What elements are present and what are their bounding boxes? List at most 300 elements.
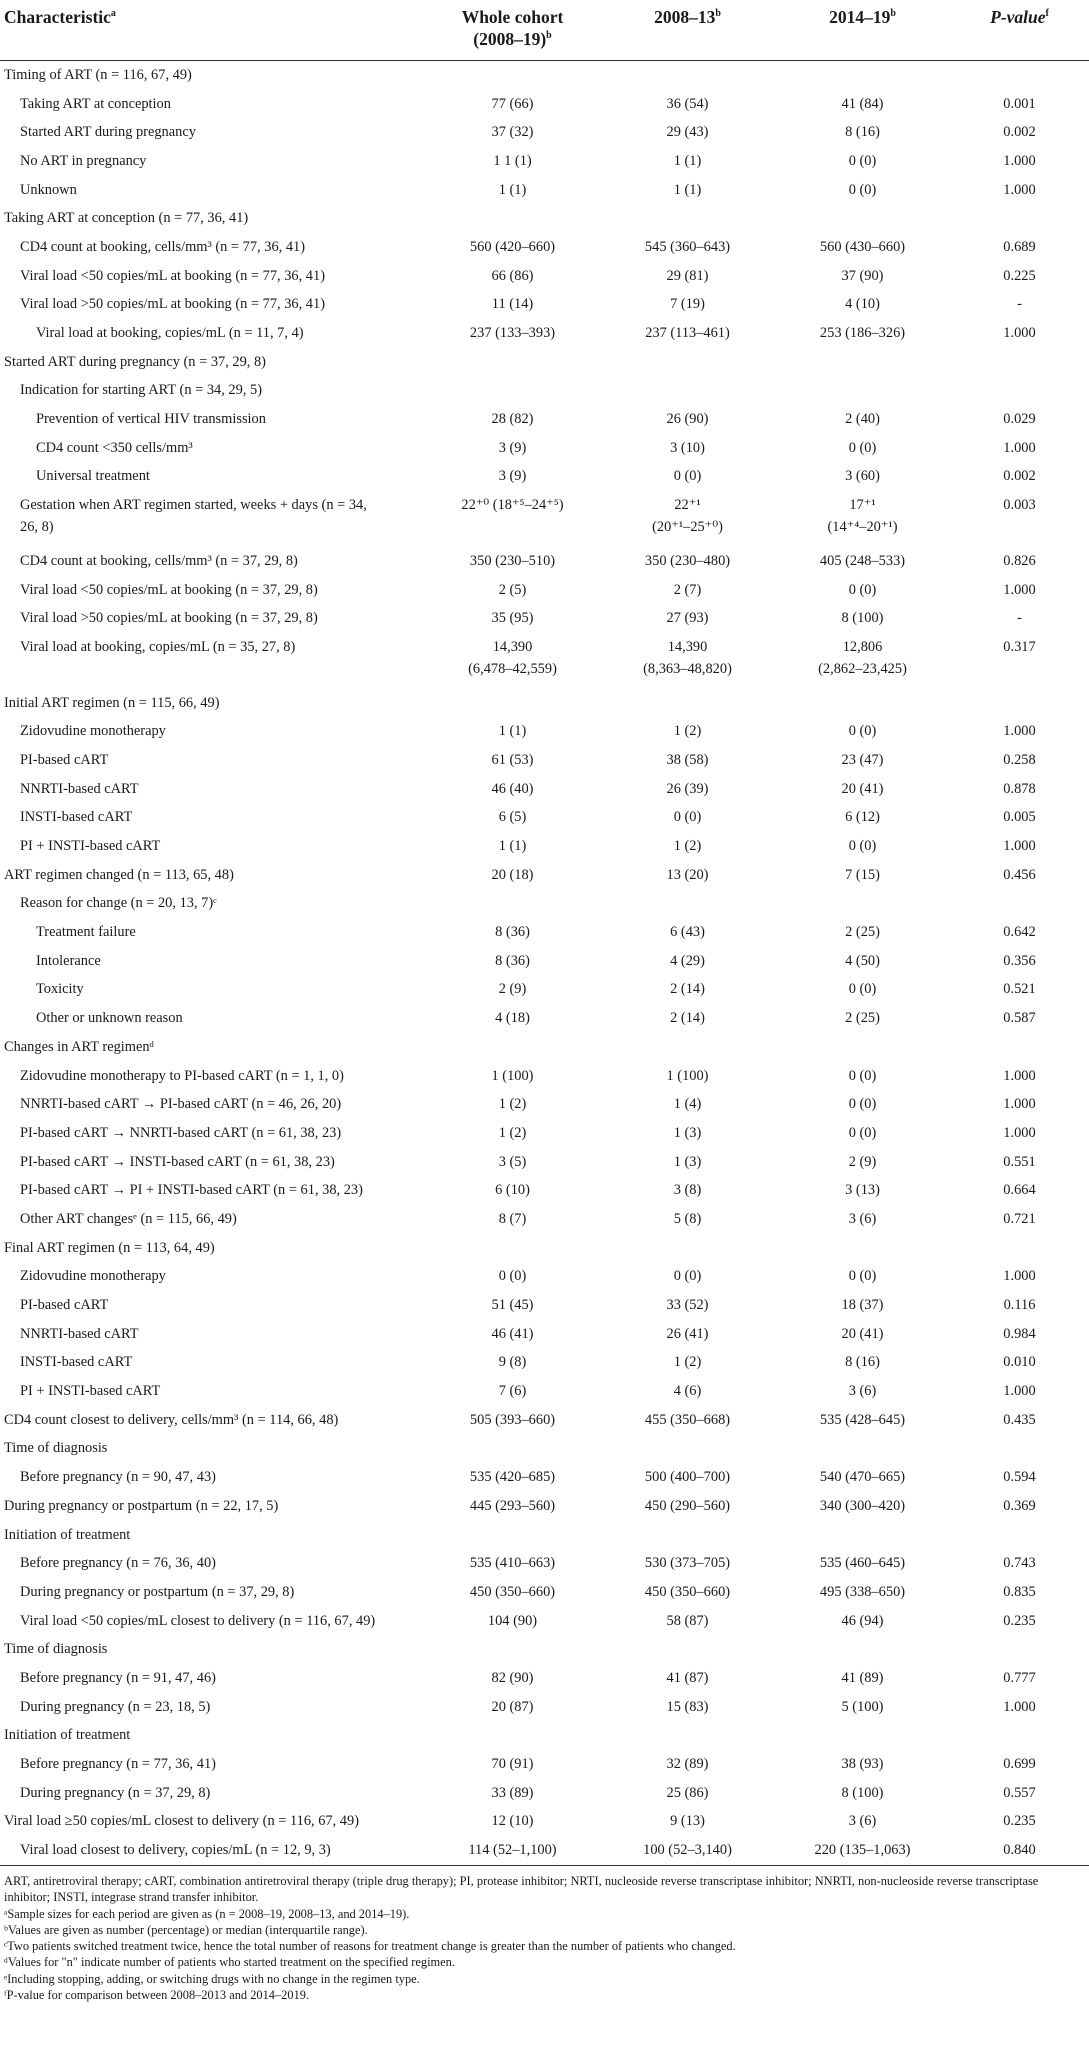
footnote: ᵈValues for "n" indicate number of patients who started treatment on the specified regimen. xyxy=(4,1955,455,1970)
footnote: ᵇValues are given as number (percentage) or median (interquartile range). xyxy=(4,1922,368,1937)
cell-whole-cohort: 445 (293–560) xyxy=(469,1497,556,1514)
row-label xyxy=(0,662,425,689)
cell-2014-19: 220 (135–1,063) xyxy=(814,1842,911,1859)
cell-p-value xyxy=(950,1435,1089,1464)
table-header-row xyxy=(0,2,1089,61)
cell-2008-13: 38 (58) xyxy=(666,751,709,768)
cell-p-value: 0.235 xyxy=(1003,1813,1036,1830)
cell-2008-13: 7 (19) xyxy=(670,296,705,313)
cell-whole-cohort xyxy=(425,377,600,406)
cell-p-value: 1.000 xyxy=(1003,1096,1036,1113)
row-label: Before pregnancy (n = 90, 47, 43) xyxy=(20,1469,216,1486)
table-footnotes xyxy=(0,1866,1089,2003)
header-whole-cohort: Whole cohort (2008–19)$^b$ xyxy=(461,7,564,49)
cell-p-value xyxy=(950,1722,1089,1751)
cell-2014-19: 0 (0) xyxy=(848,581,877,598)
row-label: NNRTI-based cART → PI-based cART (n = 46, 26, 20) xyxy=(20,1096,342,1113)
cell-p-value: - xyxy=(1017,610,1022,627)
table-row xyxy=(0,633,1089,662)
table-row xyxy=(0,1119,1089,1148)
cell-p-value: 0.743 xyxy=(1003,1555,1036,1572)
table-row xyxy=(0,1090,1089,1119)
row-label: Before pregnancy (n = 76, 36, 40) xyxy=(20,1555,216,1572)
cell-p-value: 0.689 xyxy=(1003,238,1036,255)
cell-2014-19: 20 (41) xyxy=(841,1325,884,1342)
table-row xyxy=(0,1750,1089,1779)
cell-whole-cohort: 28 (82) xyxy=(491,411,534,428)
cell-p-value xyxy=(950,61,1089,90)
row-label: Viral load >50 copies/mL at booking (n = 77, 36, 41) xyxy=(20,296,325,313)
cell-2014-19: 3 (13) xyxy=(845,1182,880,1199)
cell-2014-19: 3 (6) xyxy=(848,1383,877,1400)
cell-whole-cohort: 1 1 (1) xyxy=(493,152,532,169)
cell-p-value: 0.587 xyxy=(1003,1010,1036,1027)
cell-whole-cohort xyxy=(425,348,600,377)
row-label: 26, 8) xyxy=(20,520,54,535)
cell-2008-13: 2 (7) xyxy=(673,581,702,598)
cell-2014-19: 0 (0) xyxy=(848,838,877,855)
footnote: ᵉIncluding stopping, adding, or switching drugs with no change in the regimen type. xyxy=(4,1971,420,1986)
row-label: Before pregnancy (n = 77, 36, 41) xyxy=(20,1756,216,1773)
cell-whole-cohort: 14,390 xyxy=(492,638,533,655)
cell-whole-cohort: 535 (420–685) xyxy=(469,1469,556,1486)
cell-p-value: 1.000 xyxy=(1003,1383,1036,1400)
cell-whole-cohort: 505 (393–660) xyxy=(469,1411,556,1428)
cell-whole-cohort: 66 (86) xyxy=(491,267,534,284)
table-row xyxy=(0,832,1089,861)
cell-whole-cohort xyxy=(425,204,600,233)
table-row xyxy=(0,405,1089,434)
cell-p-value xyxy=(950,204,1089,233)
footnote: ᶠP-value for comparison between 2008–2013 and 2014–2019. xyxy=(4,1988,310,2003)
row-label: Intolerance xyxy=(36,952,101,969)
cell-2008-13: (8,363–48,820) xyxy=(643,660,732,677)
table-row xyxy=(0,434,1089,463)
cell-2008-13: 450 (290–560) xyxy=(644,1497,731,1514)
row-label: Initial ART regimen (n = 115, 66, 49) xyxy=(4,694,220,711)
row-label: CD4 count at booking, cells/mm³ (n = 37, 29, 8) xyxy=(20,552,298,569)
cell-2014-19: 0 (0) xyxy=(848,723,877,740)
cell-2008-13: 33 (52) xyxy=(666,1297,709,1314)
cell-p-value: 0.258 xyxy=(1003,751,1036,768)
row-label: CD4 count <350 cells/mm³ xyxy=(36,439,193,456)
cell-2008-13: 29 (81) xyxy=(666,267,709,284)
cell-whole-cohort: 33 (89) xyxy=(491,1784,534,1801)
row-label: Unknown xyxy=(20,181,77,198)
cell-2014-19: 8 (16) xyxy=(845,1354,880,1371)
table-row xyxy=(0,377,1089,406)
cell-2014-19: 37 (90) xyxy=(841,267,884,284)
cell-whole-cohort: 37 (32) xyxy=(491,124,534,141)
table-row xyxy=(0,976,1089,1005)
cell-p-value: 0.002 xyxy=(1003,468,1036,485)
header-2008-13: 2008–13$^b$ xyxy=(654,7,721,27)
cell-whole-cohort: 11 (14) xyxy=(491,296,534,313)
cell-2014-19: 4 (10) xyxy=(845,296,880,313)
cell-2008-13: 350 (230–480) xyxy=(644,552,731,569)
row-label: CD4 count at booking, cells/mm³ (n = 77, 36, 41) xyxy=(20,238,306,255)
cell-2008-13: 4 (6) xyxy=(673,1383,702,1400)
cell-2008-13: 3 (10) xyxy=(670,439,705,456)
table-row xyxy=(0,147,1089,176)
cell-2008-13 xyxy=(600,1234,775,1263)
cell-2008-13: 0 (0) xyxy=(673,1268,702,1285)
cell-2014-19: 23 (47) xyxy=(841,751,884,768)
table-row xyxy=(0,1607,1089,1636)
cell-p-value: 0.721 xyxy=(1003,1210,1036,1227)
cell-whole-cohort: 3 (9) xyxy=(498,468,527,485)
row-label: During pregnancy or postpartum (n = 37, 29, 8) xyxy=(20,1583,295,1600)
cell-whole-cohort: 61 (53) xyxy=(491,751,534,768)
cell-whole-cohort: 6 (5) xyxy=(498,809,527,826)
cell-2014-19: 0 (0) xyxy=(848,1268,877,1285)
cell-2008-13: 26 (41) xyxy=(666,1325,709,1342)
cell-2014-19 xyxy=(775,348,950,377)
table-row xyxy=(0,291,1089,320)
cell-whole-cohort xyxy=(425,1033,600,1062)
cell-2014-19: 253 (186–326) xyxy=(819,325,906,342)
cell-2008-13: 41 (87) xyxy=(666,1669,709,1686)
table-row xyxy=(0,1664,1089,1693)
cell-2008-13: 58 (87) xyxy=(666,1612,709,1629)
cell-p-value: 1.000 xyxy=(1003,181,1036,198)
cell-p-value: 0.002 xyxy=(1003,124,1036,141)
cell-2008-13 xyxy=(600,689,775,718)
cell-whole-cohort: 77 (66) xyxy=(491,95,534,112)
table-row xyxy=(0,233,1089,262)
cell-2014-19: 46 (94) xyxy=(841,1612,884,1629)
cell-2008-13 xyxy=(600,204,775,233)
cell-2014-19 xyxy=(775,890,950,919)
cell-whole-cohort: 1 (2) xyxy=(498,1096,527,1113)
row-label: Treatment failure xyxy=(36,924,136,941)
cell-p-value xyxy=(950,1521,1089,1550)
cell-whole-cohort: 560 (420–660) xyxy=(469,238,556,255)
cell-2008-13: 26 (39) xyxy=(666,780,709,797)
table-row xyxy=(0,861,1089,890)
cell-whole-cohort: 4 (18) xyxy=(495,1010,530,1027)
cell-2014-19 xyxy=(775,61,950,90)
cell-2008-13: 1 (4) xyxy=(673,1096,702,1113)
cell-2008-13: 25 (86) xyxy=(666,1784,709,1801)
cell-p-value: 1.000 xyxy=(1003,723,1036,740)
cell-2008-13: 4 (29) xyxy=(670,952,705,969)
cell-2008-13: 32 (89) xyxy=(666,1756,709,1773)
table-row xyxy=(0,1263,1089,1292)
row-label: No ART in pregnancy xyxy=(20,152,147,169)
cell-p-value: 0.435 xyxy=(1003,1411,1036,1428)
row-label: PI + INSTI-based cART xyxy=(20,838,161,855)
cell-2008-13 xyxy=(600,1521,775,1550)
cell-2014-19: 2 (40) xyxy=(845,411,880,428)
table-row xyxy=(0,746,1089,775)
cell-whole-cohort: 20 (87) xyxy=(491,1698,534,1715)
cell-whole-cohort: 20 (18) xyxy=(491,866,534,883)
cell-p-value: 1.000 xyxy=(1003,439,1036,456)
cell-p-value: 1.000 xyxy=(1003,1698,1036,1715)
cell-p-value: 0.984 xyxy=(1003,1325,1036,1342)
row-label: PI-based cART → INSTI-based cART (n = 61, 38, 23) xyxy=(20,1153,335,1170)
cell-p-value: 0.001 xyxy=(1003,95,1036,112)
cell-2014-19: 41 (84) xyxy=(841,95,884,112)
cell-p-value xyxy=(950,520,1089,547)
table-row xyxy=(0,1234,1089,1263)
cell-2014-19: 20 (41) xyxy=(841,780,884,797)
table-row xyxy=(0,491,1089,520)
table-row xyxy=(0,1205,1089,1234)
row-label: Before pregnancy (n = 91, 47, 46) xyxy=(20,1669,216,1686)
cell-2008-13 xyxy=(600,348,775,377)
table-row xyxy=(0,1693,1089,1722)
row-label: Timing of ART (n = 116, 67, 49) xyxy=(4,66,192,83)
cell-whole-cohort: 7 (6) xyxy=(498,1383,527,1400)
table-row xyxy=(0,176,1089,205)
cell-2008-13: 0 (0) xyxy=(673,809,702,826)
cell-whole-cohort xyxy=(425,61,600,90)
row-label: Zidovudine monotherapy to PI-based cART (n = 1, 1, 0) xyxy=(20,1067,344,1084)
cell-2008-13: 1 (3) xyxy=(673,1124,702,1141)
header-characteristic: Characteristic$^a$ xyxy=(4,7,116,27)
cell-p-value xyxy=(950,662,1089,689)
table-row xyxy=(0,662,1089,689)
cell-2008-13: (20⁺¹–25⁺⁰) xyxy=(652,519,723,535)
cell-2008-13: 27 (93) xyxy=(666,610,709,627)
cell-2014-19: 535 (428–645) xyxy=(819,1411,906,1428)
footnote: ᶜTwo patients switched treatment twice, hence the total number of reasons for treatment change is greater than the number of patients who changed. xyxy=(4,1939,736,1954)
cell-2014-19 xyxy=(775,377,950,406)
cell-2008-13 xyxy=(600,1722,775,1751)
row-label: Final ART regimen (n = 113, 64, 49) xyxy=(4,1239,215,1256)
table-row xyxy=(0,118,1089,147)
row-label: Viral load at booking, copies/mL (n = 35, 27, 8) xyxy=(20,638,296,655)
table-row xyxy=(0,890,1089,919)
row-label: Universal treatment xyxy=(36,468,150,485)
cell-2014-19: 4 (50) xyxy=(845,952,880,969)
cell-whole-cohort: 1 (1) xyxy=(498,838,527,855)
cell-whole-cohort xyxy=(425,689,600,718)
table-row xyxy=(0,1291,1089,1320)
cell-p-value: 0.005 xyxy=(1003,809,1036,826)
cell-2008-13: 2 (14) xyxy=(670,981,705,998)
cell-2008-13 xyxy=(600,1635,775,1664)
row-label: Changes in ART regimenᵈ xyxy=(4,1038,155,1055)
cell-p-value: 0.116 xyxy=(1003,1297,1036,1314)
table-row xyxy=(0,547,1089,576)
cell-2014-19: 12,806 xyxy=(842,638,883,655)
table-row xyxy=(0,1549,1089,1578)
cell-2008-13: 6 (43) xyxy=(670,924,705,941)
cell-2008-13: 455 (350–668) xyxy=(644,1411,731,1428)
cell-2008-13: 450 (350–660) xyxy=(644,1583,731,1600)
row-label: During pregnancy (n = 23, 18, 5) xyxy=(20,1698,211,1715)
cell-p-value: 0.235 xyxy=(1003,1612,1036,1629)
row-label: During pregnancy or postpartum (n = 22, 17, 5) xyxy=(4,1497,279,1514)
table-row xyxy=(0,1578,1089,1607)
cell-whole-cohort: 12 (10) xyxy=(491,1813,534,1830)
cell-2014-19: 2 (9) xyxy=(848,1153,877,1170)
results-table xyxy=(0,2,1089,1865)
table-row xyxy=(0,604,1089,633)
table-row xyxy=(0,1722,1089,1751)
cell-whole-cohort xyxy=(425,1234,600,1263)
cell-2008-13: 26 (90) xyxy=(666,411,709,428)
cell-2014-19 xyxy=(775,1635,950,1664)
table-row xyxy=(0,1062,1089,1091)
cell-p-value xyxy=(950,1635,1089,1664)
cell-p-value: 0.010 xyxy=(1003,1354,1036,1371)
cell-whole-cohort: 8 (36) xyxy=(495,924,530,941)
cell-whole-cohort: 3 (9) xyxy=(498,439,527,456)
cell-2014-19: 38 (93) xyxy=(841,1756,884,1773)
cell-whole-cohort: 237 (133–393) xyxy=(469,325,556,342)
cell-2014-19: 6 (12) xyxy=(845,809,880,826)
cell-2014-19: (14⁺⁴–20⁺¹) xyxy=(827,519,898,535)
table-row xyxy=(0,1435,1089,1464)
cell-p-value: 1.000 xyxy=(1003,1067,1036,1084)
table-row xyxy=(0,1521,1089,1550)
cell-whole-cohort: 1 (100) xyxy=(491,1067,534,1084)
cell-p-value: 0.826 xyxy=(1003,552,1036,569)
cell-2014-19 xyxy=(775,1234,950,1263)
cell-p-value: 0.225 xyxy=(1003,267,1036,284)
cell-2014-19: 560 (430–660) xyxy=(819,238,906,255)
cell-2008-13: 1 (2) xyxy=(673,1354,702,1371)
cell-p-value: 0.699 xyxy=(1003,1756,1036,1773)
cell-2014-19: 340 (300–420) xyxy=(819,1497,906,1514)
table-row xyxy=(0,90,1089,119)
table-row xyxy=(0,348,1089,377)
cell-p-value: 0.029 xyxy=(1003,411,1036,428)
cell-2008-13 xyxy=(600,61,775,90)
cell-p-value: 1.000 xyxy=(1003,838,1036,855)
cell-2014-19: 0 (0) xyxy=(848,1067,877,1084)
cell-2014-19: 3 (6) xyxy=(848,1210,877,1227)
cell-whole-cohort: 114 (52–1,100) xyxy=(468,1842,557,1859)
cell-2008-13: 9 (13) xyxy=(670,1813,705,1830)
cell-2014-19: 0 (0) xyxy=(848,1096,877,1113)
row-label: Time of diagnosis xyxy=(4,1641,108,1658)
cell-2014-19: 2 (25) xyxy=(845,924,880,941)
row-label: Initiation of treatment xyxy=(4,1526,131,1543)
table-row xyxy=(0,689,1089,718)
cell-whole-cohort: 35 (95) xyxy=(491,610,534,627)
table-row xyxy=(0,1463,1089,1492)
cell-p-value xyxy=(950,1234,1089,1263)
row-label: PI-based cART → NNRTI-based cART (n = 61, 38, 23) xyxy=(20,1124,342,1141)
table-row xyxy=(0,1779,1089,1808)
cell-whole-cohort: 350 (230–510) xyxy=(469,552,556,569)
footnote: ᵃSample sizes for each period are given as (n = 2008–19, 2008–13, and 2014–19). xyxy=(4,1906,410,1921)
cell-2014-19: 41 (89) xyxy=(841,1669,884,1686)
row-label: Started ART during pregnancy (n = 37, 29, 8) xyxy=(4,353,266,370)
cell-2008-13 xyxy=(600,890,775,919)
table-row xyxy=(0,204,1089,233)
footnote: ART, antiretroviral therapy; cART, combination antiretroviral therapy (triple drug therapy); PI, protease inhibitor; NRTI, nucleoside reverse transcriptase inhibitor; NNRTI, non-nucleoside reverse transcriptase inhibitor; INSTI, integrase strand transfer inhibitor. xyxy=(4,1873,1039,1905)
cell-2014-19: (2,862–23,425) xyxy=(818,660,907,677)
table-row xyxy=(0,1320,1089,1349)
row-label: Time of diagnosis xyxy=(4,1440,108,1457)
cell-2008-13: 1 (1) xyxy=(673,181,702,198)
cell-whole-cohort: 3 (5) xyxy=(498,1153,527,1170)
cell-2008-13: 1 (2) xyxy=(673,723,702,740)
row-label: Viral load <50 copies/mL closest to delivery (n = 116, 67, 49) xyxy=(20,1612,376,1629)
row-label: Viral load >50 copies/mL at booking (n = 37, 29, 8) xyxy=(20,610,318,627)
cell-2008-13: 36 (54) xyxy=(666,95,709,112)
cell-2008-13 xyxy=(600,1033,775,1062)
row-label: Viral load closest to delivery, copies/mL (n = 12, 9, 3) xyxy=(20,1842,331,1859)
row-label: PI + INSTI-based cART xyxy=(20,1383,161,1400)
cell-2008-13: 14,390 xyxy=(667,638,708,655)
cell-p-value: 0.642 xyxy=(1003,924,1036,941)
row-label: Viral load <50 copies/mL at booking (n = 77, 36, 41) xyxy=(20,267,325,284)
cell-whole-cohort: 1 (1) xyxy=(498,181,527,198)
table-row xyxy=(0,1406,1089,1435)
row-label: ART regimen changed (n = 113, 65, 48) xyxy=(4,866,234,883)
table-row xyxy=(0,1808,1089,1837)
cell-2014-19: 8 (100) xyxy=(841,1784,884,1801)
row-label: Toxicity xyxy=(36,981,84,998)
cell-2008-13: 29 (43) xyxy=(666,124,709,141)
table-row xyxy=(0,463,1089,492)
table-row xyxy=(0,1349,1089,1378)
cell-whole-cohort: 2 (9) xyxy=(498,981,527,998)
cell-2008-13: 22⁺¹ xyxy=(674,497,701,514)
cell-2008-13: 500 (400–700) xyxy=(644,1469,731,1486)
cell-whole-cohort xyxy=(425,890,600,919)
cell-p-value: 0.835 xyxy=(1003,1583,1036,1600)
row-label: NNRTI-based cART xyxy=(20,780,139,797)
cell-2008-13: 237 (113–461) xyxy=(645,325,730,342)
cell-whole-cohort: 450 (350–660) xyxy=(469,1583,556,1600)
cell-2014-19: 535 (460–645) xyxy=(819,1555,906,1572)
cell-whole-cohort: 22⁺⁰ (18⁺⁵–24⁺⁵) xyxy=(461,497,564,514)
cell-2014-19: 3 (6) xyxy=(848,1813,877,1830)
table-row xyxy=(0,61,1089,90)
table-row xyxy=(0,717,1089,746)
cell-whole-cohort: 535 (410–663) xyxy=(469,1555,556,1572)
header-p-value: P-value$^f$ xyxy=(990,7,1049,27)
cell-p-value xyxy=(950,890,1089,919)
cell-2014-19 xyxy=(775,1722,950,1751)
cell-p-value: 1.000 xyxy=(1003,1124,1036,1141)
cell-2014-19 xyxy=(775,204,950,233)
row-label: Viral load <50 copies/mL at booking (n = 37, 29, 8) xyxy=(20,581,318,598)
cell-whole-cohort: 6 (10) xyxy=(495,1182,530,1199)
cell-2014-19: 8 (100) xyxy=(841,610,884,627)
table-row xyxy=(0,1377,1089,1406)
cell-p-value: 0.664 xyxy=(1003,1182,1036,1199)
row-label: Reason for change (n = 20, 13, 7)ᶜ xyxy=(20,895,217,912)
cell-2014-19: 5 (100) xyxy=(841,1698,884,1715)
table-row xyxy=(0,319,1089,348)
cell-whole-cohort xyxy=(425,520,600,547)
cell-2014-19 xyxy=(775,689,950,718)
cell-2014-19: 7 (15) xyxy=(845,866,880,883)
cell-whole-cohort: (6,478–42,559) xyxy=(468,660,557,677)
table-body xyxy=(0,61,1089,1865)
row-label: Zidovudine monotherapy xyxy=(20,723,166,740)
cell-p-value: 0.003 xyxy=(1003,497,1036,514)
row-label: PI-based cART xyxy=(20,751,109,768)
cell-2008-13: 100 (52–3,140) xyxy=(643,1842,732,1859)
cell-p-value: 0.557 xyxy=(1003,1784,1036,1801)
cell-whole-cohort: 1 (2) xyxy=(498,1124,527,1141)
cell-whole-cohort: 8 (7) xyxy=(498,1210,527,1227)
cell-whole-cohort: 8 (36) xyxy=(495,952,530,969)
cell-p-value: 0.777 xyxy=(1003,1669,1036,1686)
cell-p-value: 0.594 xyxy=(1003,1469,1036,1486)
table-row xyxy=(0,804,1089,833)
